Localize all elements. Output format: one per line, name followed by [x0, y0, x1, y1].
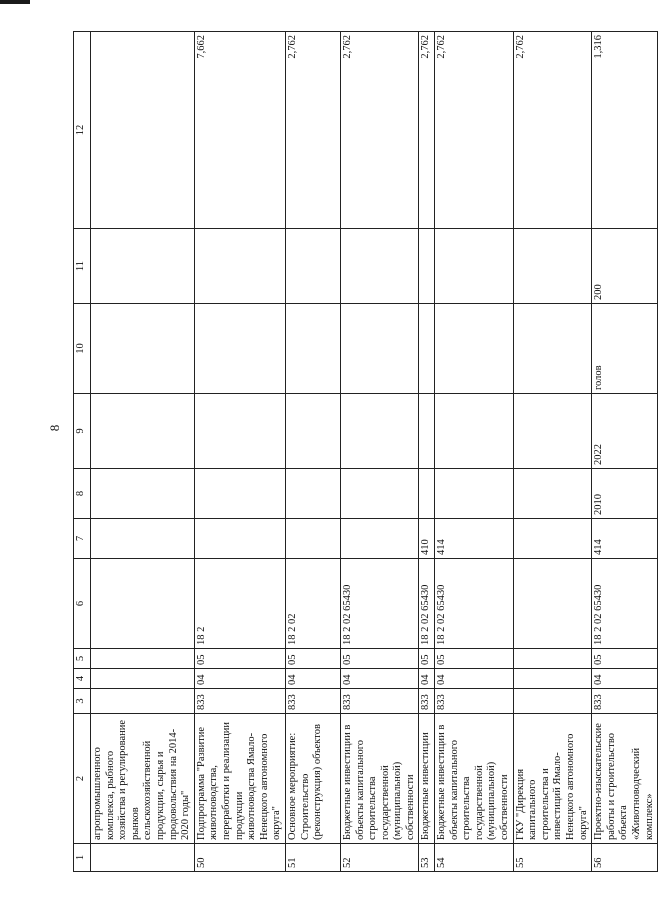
end-year — [513, 394, 592, 469]
capacity — [435, 229, 514, 304]
subsection-code: 05 — [194, 649, 285, 669]
row-number — [91, 844, 195, 872]
end-year — [419, 394, 435, 469]
table-row — [419, 32, 435, 872]
header-cell-2: 2 — [74, 714, 91, 844]
header-cell-5: 5 — [74, 649, 91, 669]
target-article — [91, 559, 195, 649]
unit — [435, 304, 514, 394]
table-row — [194, 32, 285, 872]
section-code: 04 — [340, 669, 419, 689]
table-row — [285, 32, 340, 872]
subsection-code: 05 — [340, 649, 419, 669]
row-description: Бюджетные инвестиции в объекты капитального строительства государственной (муниципальной) собственности — [340, 714, 419, 844]
subsection-code — [91, 649, 195, 669]
table-frame — [73, 32, 655, 872]
header-row — [74, 32, 91, 872]
ministry-code: 833 — [435, 689, 514, 714]
section-code: 04 — [419, 669, 435, 689]
row-number: 56 — [592, 844, 658, 872]
header-cell-4: 4 — [74, 669, 91, 689]
subsection-code: 05 — [435, 649, 514, 669]
row-description: Подпрограмма "Развитие животноводства, переработки и реализации продукции животноводства Ямало-Ненецкого автономного округа" — [194, 714, 285, 844]
start-year — [285, 469, 340, 519]
unit: голов — [592, 304, 658, 394]
header-cell-7: 7 — [74, 519, 91, 559]
amount: 2,762 — [285, 32, 340, 229]
table-row — [91, 32, 195, 872]
row-number: 53 — [419, 844, 435, 872]
start-year — [419, 469, 435, 519]
ministry-code: 833 — [194, 689, 285, 714]
budget-table — [73, 31, 658, 872]
expense-type: 414 — [592, 519, 658, 559]
capacity — [194, 229, 285, 304]
start-year — [513, 469, 592, 519]
section-code: 04 — [285, 669, 340, 689]
ministry-code — [513, 689, 592, 714]
expense-type — [513, 519, 592, 559]
capacity: 200 — [592, 229, 658, 304]
table-row — [340, 32, 419, 872]
capacity — [340, 229, 419, 304]
start-year — [340, 469, 419, 519]
expense-type — [285, 519, 340, 559]
expense-type — [340, 519, 419, 559]
target-article — [513, 559, 592, 649]
row-number: 52 — [340, 844, 419, 872]
capacity — [285, 229, 340, 304]
header-cell-3: 3 — [74, 689, 91, 714]
start-year: 2010 — [592, 469, 658, 519]
amount: 2,762 — [340, 32, 419, 229]
amount: 1,316 — [592, 32, 658, 229]
unit — [513, 304, 592, 394]
end-year: 2022 — [592, 394, 658, 469]
section-code: 04 — [435, 669, 514, 689]
header-cell-6: 6 — [74, 559, 91, 649]
amount: 2,762 — [419, 32, 435, 229]
amount: 2,762 — [513, 32, 592, 229]
end-year — [285, 394, 340, 469]
subsection-code: 05 — [419, 649, 435, 669]
expense-type — [194, 519, 285, 559]
row-number: 50 — [194, 844, 285, 872]
header-cell-11: 11 — [74, 229, 91, 304]
ministry-code: 833 — [592, 689, 658, 714]
section-code — [91, 669, 195, 689]
subsection-code: 05 — [285, 649, 340, 669]
target-article: 18 2 02 65430 — [419, 559, 435, 649]
section-code: 04 — [194, 669, 285, 689]
target-article: 18 2 — [194, 559, 285, 649]
amount: 2,762 — [435, 32, 514, 229]
header-cell-12: 12 — [74, 32, 91, 229]
row-number: 51 — [285, 844, 340, 872]
row-description: Основное мероприятие: Строительство (реконструкция) объектов — [285, 714, 340, 844]
start-year — [194, 469, 285, 519]
capacity — [91, 229, 195, 304]
ministry-code: 833 — [419, 689, 435, 714]
target-article: 18 2 02 65430 — [340, 559, 419, 649]
unit — [419, 304, 435, 394]
corner-mark — [0, 0, 30, 4]
ministry-code — [91, 689, 195, 714]
table-row — [435, 32, 514, 872]
section-code: 04 — [592, 669, 658, 689]
section-code — [513, 669, 592, 689]
amount — [91, 32, 195, 229]
expense-type: 410 — [419, 519, 435, 559]
unit — [285, 304, 340, 394]
row-description: агропромышленного комплекса, рыбного хозяйства и регулирование рынков сельскохозяйственной продукции, сырья и продовольствия на 2014-2020 годы" — [91, 714, 195, 844]
header-cell-9: 9 — [74, 394, 91, 469]
header-cell-1: 1 — [74, 844, 91, 872]
unit — [194, 304, 285, 394]
end-year — [340, 394, 419, 469]
ministry-code: 833 — [285, 689, 340, 714]
row-description: Бюджетные инвестиции в объекты капитального строительства государственной (муниципальной) собственности — [435, 714, 514, 844]
subsection-code: 05 — [592, 649, 658, 669]
ministry-code: 833 — [340, 689, 419, 714]
start-year — [91, 469, 195, 519]
target-article: 18 2 02 — [285, 559, 340, 649]
table-row — [592, 32, 658, 872]
subsection-code — [513, 649, 592, 669]
target-article: 18 2 02 65430 — [592, 559, 658, 649]
amount: 7,662 — [194, 32, 285, 229]
row-description: Проектно-изыскательские работы и строительство объекта «Животноводческий комплекс» — [592, 714, 658, 844]
end-year — [91, 394, 195, 469]
capacity — [419, 229, 435, 304]
expense-type: 414 — [435, 519, 514, 559]
row-description: ГКУ "Дирекция капитального строительства и инвестиций Ямало-Ненецкого автономного округа" — [513, 714, 592, 844]
table-row — [513, 32, 592, 872]
target-article: 18 2 02 65430 — [435, 559, 514, 649]
expense-type — [91, 519, 195, 559]
page-number: 8 — [47, 424, 62, 432]
row-description: Бюджетные инвестиции — [419, 714, 435, 844]
unit — [340, 304, 419, 394]
header-cell-8: 8 — [74, 469, 91, 519]
row-number: 55 — [513, 844, 592, 872]
start-year — [435, 469, 514, 519]
capacity — [513, 229, 592, 304]
end-year — [194, 394, 285, 469]
unit — [91, 304, 195, 394]
header-cell-10: 10 — [74, 304, 91, 394]
row-number: 54 — [435, 844, 514, 872]
end-year — [435, 394, 514, 469]
